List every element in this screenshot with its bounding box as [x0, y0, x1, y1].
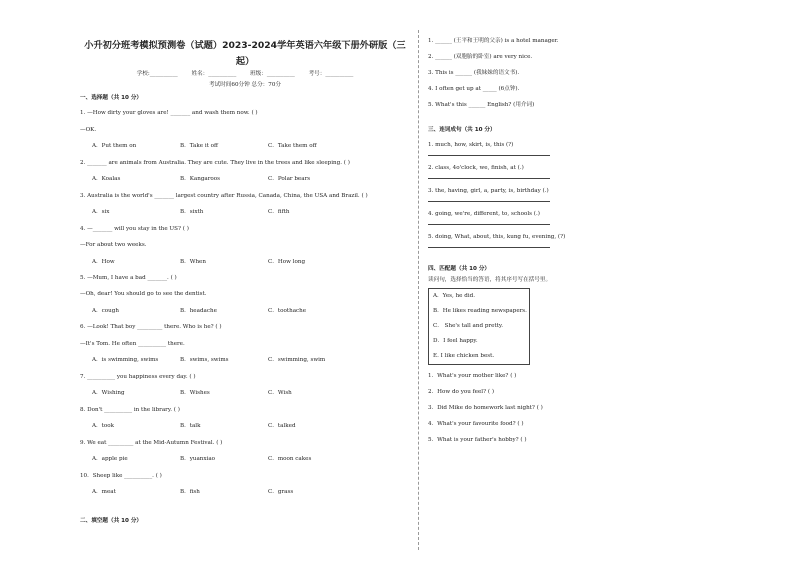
option[interactable]: B．swims, swims: [180, 357, 229, 364]
match-question[interactable]: 2．How do you feel? ( ): [428, 388, 494, 395]
column-divider: [418, 30, 419, 550]
options-row: [80, 489, 410, 496]
question: 8. Don't __________ in the library. ( ): [80, 406, 180, 413]
question-reply: —Oh, dear! You should go to see the dentist.: [80, 291, 207, 298]
answer-choice: E. I like chicken best.: [433, 352, 495, 359]
match-question[interactable]: 3．Did Mike do homework last night? ( ): [428, 404, 543, 411]
answer-line[interactable]: [428, 155, 550, 156]
answer-choice: D．I feel happy.: [433, 337, 478, 344]
question: 10．Sheep like __________. ( ): [80, 472, 162, 479]
question: 1. —How dirty your gloves are! _______ and wash them now. ( ): [80, 110, 258, 117]
option[interactable]: B．Take it off: [180, 143, 218, 150]
answer-choice: B．He likes reading newspapers.: [433, 307, 527, 314]
option[interactable]: C．grass: [268, 489, 294, 496]
option[interactable]: A．Koalas: [92, 176, 121, 183]
answer-line[interactable]: [428, 247, 550, 248]
match-question[interactable]: 1．What's your mother like? ( ): [428, 372, 517, 379]
options-row: [80, 259, 410, 266]
section-heading: 四、匹配题（共 10 分）: [428, 265, 491, 272]
class-field[interactable]: 班级：__________: [250, 71, 295, 78]
option[interactable]: B．talk: [180, 423, 201, 430]
options-row: [80, 357, 410, 364]
student-info-line: [80, 71, 410, 78]
section-heading: 三、连词成句（共 10 分）: [428, 126, 496, 133]
question: 9. We eat _________ at the Mid-Autumn Festival. ( ): [80, 439, 223, 446]
options-row: [80, 456, 410, 463]
option[interactable]: C．swimming, swim: [268, 357, 326, 364]
fill-question: 2. ______ (双胞胎的卧室) are very nice.: [428, 53, 533, 60]
school-field[interactable]: 学校:__________: [136, 71, 178, 78]
options-row: [80, 423, 410, 430]
option[interactable]: B．When: [180, 258, 206, 265]
options-row: [80, 176, 410, 183]
option[interactable]: B．sixth: [180, 209, 204, 216]
option[interactable]: B．Wishes: [180, 390, 210, 397]
sentence-prompt: 2. class, 4o'clock, we, finish, at (.): [428, 164, 524, 171]
option[interactable]: A．Wishing: [92, 390, 125, 397]
section-heading: 一、选择题（共 10 分）: [80, 95, 143, 102]
option[interactable]: B．fish: [180, 489, 200, 496]
sentence-prompt: 5. doing, What, about, this, kung fu, evening, (?): [428, 233, 566, 240]
answer-choice: C． She's tall and pretty.: [433, 322, 504, 329]
fill-question: 4. I often get up at _____ (6点钟).: [428, 85, 520, 92]
option[interactable]: C．moon cakes: [268, 456, 312, 463]
page-title: 小升初分班考模拟预测卷（试题）2023-2024学年英语六年级下册外研版（三起）: [84, 40, 406, 68]
match-instruction: 读问句，选择恰当的答语，将其序号写在括号里。: [428, 276, 552, 283]
option[interactable]: A．meat: [92, 489, 116, 496]
name-field[interactable]: 姓名：__________: [191, 71, 237, 78]
fill-question: 5. What's this ______ English? (用介词): [428, 101, 535, 108]
question: 4. —_______ will you stay in the US? ( ): [80, 225, 189, 232]
fill-question: 1. ______ (王平和王明的父亲) is a hotel manager.: [428, 38, 559, 44]
question-reply: —It's Tom. He often __________ there.: [80, 340, 185, 347]
option[interactable]: A．cough: [92, 307, 119, 314]
left-column: [80, 38, 410, 533]
match-question[interactable]: 5．What is your father's hobby? ( ): [428, 436, 527, 443]
options-row: [80, 143, 410, 150]
option[interactable]: B．headache: [180, 307, 217, 314]
options-row: [80, 209, 410, 216]
question: 6. —Look! That boy _________ there. Who is he? ( ): [80, 324, 222, 331]
options-row: [80, 390, 410, 397]
question-reply: —For about two weeks.: [80, 242, 147, 249]
exam-time-score: 考试时间60分钟 总分：70分: [209, 82, 281, 89]
question: 3. Australia is the world's _______ largest country after Russia, Canada, China, the USA and Brazil. ( ): [80, 192, 368, 199]
option[interactable]: C．Polar bears: [268, 176, 311, 183]
option[interactable]: A．How: [92, 258, 115, 265]
option[interactable]: C．Take them off: [268, 143, 317, 150]
right-column: [428, 38, 728, 453]
question-reply: —OK.: [80, 126, 97, 133]
option[interactable]: C．talked: [268, 423, 296, 430]
answer-choices-box: [428, 288, 530, 365]
option[interactable]: A．six: [92, 209, 110, 216]
question: 7. __________ you happiness every day. ( ): [80, 373, 196, 380]
options-row: [80, 308, 410, 315]
option[interactable]: C．Wish: [268, 390, 292, 397]
option[interactable]: A．is swimming, swims: [92, 357, 159, 364]
sentence-prompt: 1. much, how, skirt, is, this (?): [428, 141, 514, 148]
option[interactable]: C．How long: [268, 258, 306, 265]
answer-line[interactable]: [428, 224, 550, 225]
answer-line[interactable]: [428, 178, 550, 179]
match-question[interactable]: 4．What's your favourite food? ( ): [428, 420, 524, 427]
option[interactable]: B．yuanxiao: [180, 456, 216, 463]
option[interactable]: A．Put them on: [92, 143, 137, 150]
sentence-prompt: 4. going, we're, different, to, schools (.): [428, 210, 540, 217]
option[interactable]: C．toothache: [268, 307, 307, 314]
exam-number-field[interactable]: 考号：__________: [308, 71, 354, 78]
option[interactable]: C．fifth: [268, 209, 290, 216]
option[interactable]: B．Kangaroos: [180, 176, 221, 183]
option[interactable]: A．apple pie: [92, 456, 128, 463]
question: 5. —Mum, I have a bad _______. ( ): [80, 274, 177, 281]
sentence-prompt: 3. the, having, girl, a, party, is, birthday (.): [428, 187, 549, 194]
answer-line[interactable]: [428, 201, 550, 202]
question: 2. _______ are animals from Australia. They are cute. They live in the trees and like sleeping. ( ): [80, 159, 350, 166]
option[interactable]: A．took: [92, 423, 115, 430]
answer-choice: A．Yes, he did.: [433, 292, 475, 299]
fill-question: 3. This is ______ (我妹妹的语文书).: [428, 69, 520, 76]
section-heading: 二、填空题（共 10 分）: [80, 518, 143, 525]
